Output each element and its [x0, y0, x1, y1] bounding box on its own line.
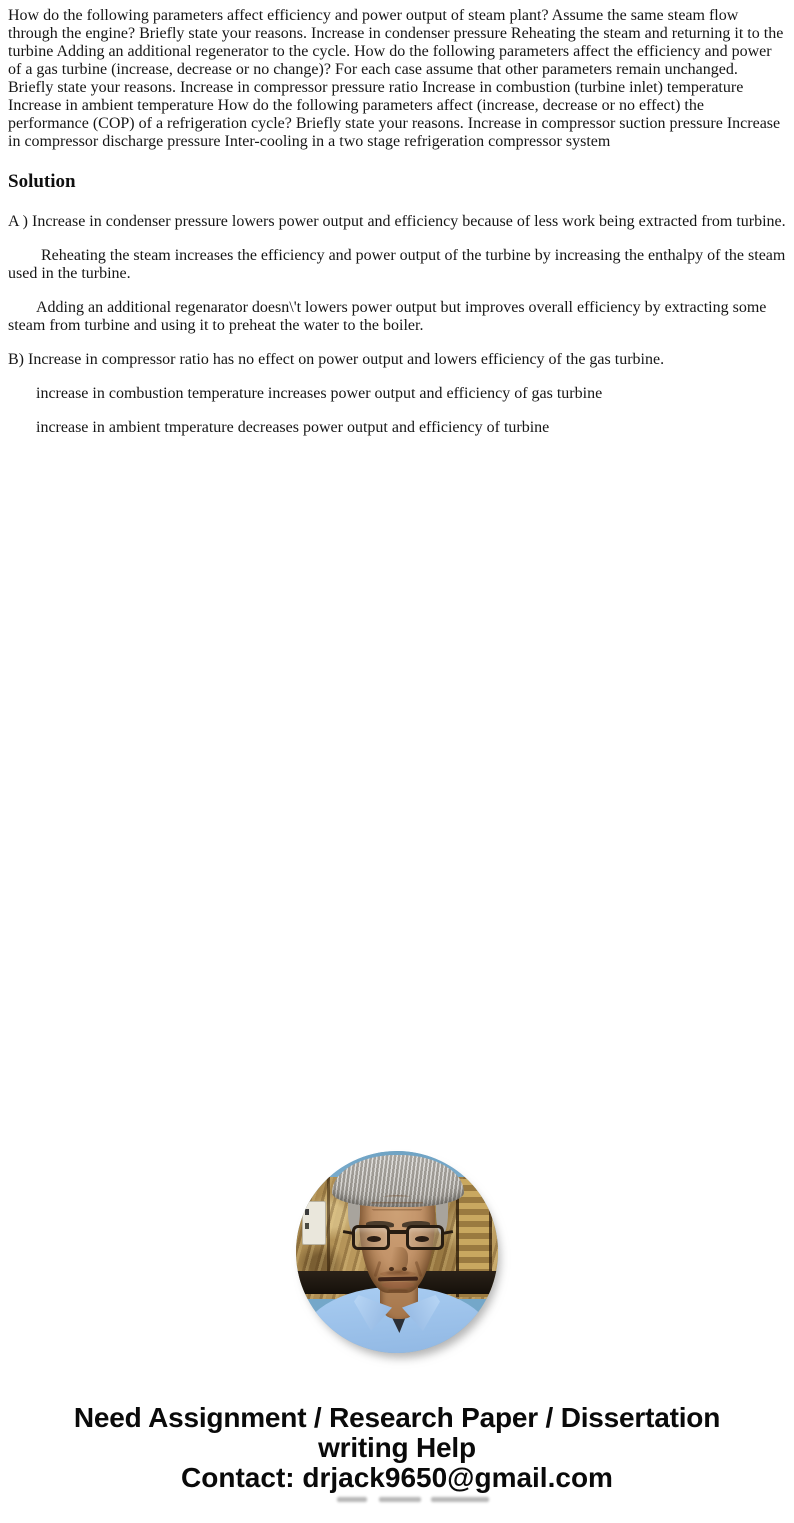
solution-paragraph: A ) Increase in condenser pressure lowers power output and efficiency because of less work being extracted from turbine.: [8, 213, 786, 230]
footer-banner: [0, 1403, 794, 1493]
switch-mark: [305, 1209, 309, 1215]
solution-paragraph: increase in combustion temperature increases power output and efficiency of gas turbine: [36, 385, 603, 402]
mouth: [378, 1277, 418, 1282]
solution-paragraph: Reheating the steam increases the efficiency and power output of the turbine by increasing the enthalpy of the steam used in the turbine.: [8, 247, 786, 282]
watermark-smudge: [335, 1496, 495, 1504]
footer-contact: Contact: drjack9650@gmail.com: [181, 1462, 613, 1493]
chin-crease: [388, 1289, 408, 1292]
glasses-bridge: [388, 1230, 408, 1234]
question-text: How do the following parameters affect efficiency and power output of steam plant? Assume the same steam flow through the engine? Briefly state your reasons. Increase in condenser pressure Reheating the steam and returning it to the turbine Adding an additional regenerator to the cycle. How do the following parameters affect the efficiency and power of a gas turbine (increase, decrease or no change)? For each case assume that other parameters remain unchanged. Briefly state your reasons. Increase in compressor pressure ratio Increase in combustion (turbine inlet) temperature Increase in ambient temperature How do the following parameters affect (increase, decrease or no effect) the performance (COP) of a refrigeration cycle? Briefly state your reasons. Increase in compressor suction pressure Increase in compressor discharge pressure Inter-cooling in a two stage refrigeration compressor system: [8, 7, 784, 150]
solution-paragraph: B) Increase in compressor ratio has no effect on power output and lowers efficiency of the gas turbine.: [8, 351, 665, 368]
glasses-lens-right: [406, 1225, 444, 1250]
glasses-lens-left: [352, 1225, 390, 1250]
document-body: [0, 0, 794, 437]
footer-heading: Need Assignment / Research Paper / Dissertation writing Help: [73, 1402, 721, 1463]
solution-paragraph: Adding an additional regenarator doesn\'t lowers power output but improves overall efficiency by extracting some steam from turbine and using it to preheat the water to the boiler.: [8, 299, 767, 334]
watermark-dash: [337, 1497, 367, 1502]
solution-heading: Solution: [8, 171, 76, 192]
watermark-dash: [379, 1497, 421, 1502]
eye-left: [367, 1236, 381, 1242]
wall-panel-edge: [327, 1177, 330, 1275]
watermark-dash: [431, 1497, 489, 1502]
tutor-photo: [296, 1151, 498, 1353]
lower-lip: [382, 1282, 414, 1288]
forehead-wrinkles: [370, 1195, 424, 1216]
switch-mark: [305, 1223, 309, 1229]
solution-paragraph: increase in ambient tmperature decreases power output and efficiency of turbine: [36, 419, 550, 436]
eye-right: [415, 1236, 429, 1242]
